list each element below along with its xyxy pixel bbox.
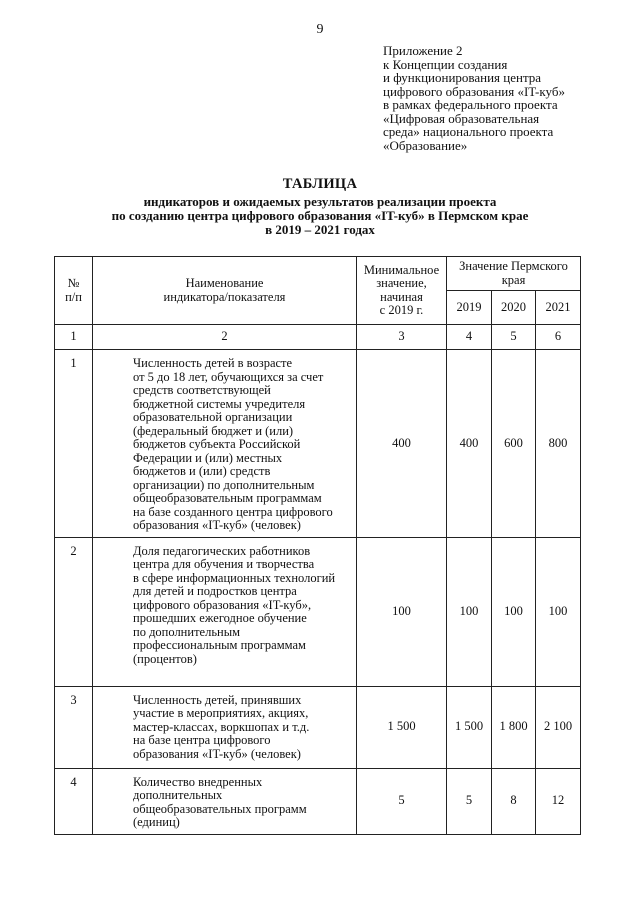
header-name-line: Наименование — [185, 276, 264, 290]
appendix-line: и функционирования центра — [383, 70, 542, 85]
indicator-name — [93, 350, 357, 538]
indicator-line: образования «IT-куб» (человек) — [133, 518, 301, 532]
value-2020: 100 — [492, 537, 536, 686]
appendix-block — [383, 44, 623, 152]
indicator-name — [93, 768, 357, 834]
appendix-line: цифрового образования «IT-куб» — [383, 83, 565, 99]
indicator-line: Численность детей, принявших — [133, 692, 302, 707]
indicator-line: по дополнительным — [133, 624, 241, 639]
min-value: 400 — [357, 350, 447, 538]
indicator-line: дополнительных — [133, 788, 223, 802]
indicator-line: бюджетов субъекта Российской — [133, 437, 301, 451]
value-2021: 100 — [536, 537, 581, 686]
subtitle-line: по созданию центра цифрового образования «IT-куб» в Пермском крае — [111, 208, 529, 223]
row-number: 4 — [55, 768, 93, 834]
indicator-line: цифрового образования «IT-куб», — [133, 597, 312, 612]
header-num-line: № — [67, 276, 80, 290]
header-min-line: Минимальное — [363, 262, 440, 277]
header-min-value — [357, 257, 447, 325]
indicator-line: образовательной организации — [133, 410, 293, 424]
indicator-line: Численность детей в возрасте — [133, 356, 293, 370]
row-number: 2 — [55, 537, 93, 686]
value-2019: 400 — [447, 350, 492, 538]
column-number: 2 — [93, 325, 357, 350]
indicator-line: средств соответствующей — [133, 383, 271, 397]
indicator-line: образования «IT-куб» (человек) — [133, 746, 301, 761]
indicator-line: для детей и подростков центра — [133, 584, 297, 598]
subtitle-line: в 2019 – 2021 годах — [265, 222, 375, 237]
indicator-name — [93, 686, 357, 768]
header-region-values: Значение Пермского края — [447, 257, 581, 291]
header-year-2020: 2020 — [492, 291, 536, 325]
row-number: 3 — [55, 686, 93, 768]
value-2019: 1 500 — [447, 686, 492, 768]
column-number: 6 — [536, 325, 581, 350]
min-value: 100 — [357, 537, 447, 686]
header-name — [93, 257, 357, 325]
indicator-name — [93, 537, 357, 686]
value-2020: 8 — [492, 768, 536, 834]
page-number: 9 — [316, 22, 324, 37]
header-num — [55, 257, 93, 325]
indicator-line: профессиональным программам — [133, 638, 306, 652]
value-2019: 100 — [447, 537, 492, 686]
indicator-line: (единиц) — [133, 815, 180, 829]
indicator-line: прошедших ежегодное обучение — [133, 611, 307, 625]
subtitle-line: индикаторов и ожидаемых результатов реализации проекта — [143, 194, 497, 209]
document-subtitle — [0, 195, 640, 237]
appendix-line: среда» национального проекта — [383, 124, 554, 139]
value-2021: 800 — [536, 350, 581, 538]
indicator-line: организации) по дополнительным — [133, 477, 315, 492]
indicator-line: бюджетной системы учредителя — [133, 396, 306, 411]
appendix-line: «Цифровая образовательная — [383, 110, 540, 126]
header-year-2021: 2021 — [536, 291, 581, 325]
value-2021: 12 — [536, 768, 581, 834]
indicator-line: мастер-классах, воркшопах и т.д. — [133, 719, 310, 734]
appendix-line: Приложение 2 — [383, 43, 463, 58]
appendix-line: к Концепции создания — [383, 56, 508, 72]
indicator-line: Доля педагогических работников — [133, 543, 311, 558]
indicator-line: участие в мероприятиях, акциях, — [133, 706, 309, 720]
appendix-line: «Образование» — [383, 137, 468, 153]
indicator-line: на базе созданного центра цифрового — [133, 504, 333, 519]
header-name-line: индикатора/показателя — [163, 289, 286, 304]
indicator-line: центра для обучения и творчества — [133, 557, 315, 571]
indicator-line: от 5 до 18 лет, обучающихся за счет — [133, 369, 324, 384]
value-2019: 5 — [447, 768, 492, 834]
header-min-line: начиная — [380, 289, 423, 304]
value-2020: 1 800 — [492, 686, 536, 768]
header-min-line: значение, — [376, 276, 427, 290]
document-title: ТАБЛИЦА — [282, 176, 358, 192]
header-min-line: с 2019 г. — [379, 303, 424, 317]
value-2020: 600 — [492, 350, 536, 538]
table-row — [55, 350, 581, 538]
min-value: 5 — [357, 768, 447, 834]
min-value: 1 500 — [357, 686, 447, 768]
indicator-line: бюджетов и (или) средств — [133, 464, 271, 478]
appendix-line: в рамках федерального проекта — [383, 97, 558, 112]
indicator-line: Федерации и (или) местных — [133, 450, 283, 465]
value-2021: 2 100 — [536, 686, 581, 768]
indicator-line: (процентов) — [133, 651, 197, 666]
indicator-line: в сфере информационных технологий — [133, 570, 336, 585]
indicator-line: (федеральный бюджет и (или) — [133, 423, 294, 438]
indicators-table — [54, 256, 581, 835]
indicator-line: общеобразовательным программам — [133, 491, 322, 505]
column-number: 3 — [357, 325, 447, 350]
table-row — [55, 537, 581, 686]
column-number: 4 — [447, 325, 492, 350]
row-number: 1 — [55, 350, 93, 538]
indicator-line: общеобразовательных программ — [133, 801, 307, 816]
indicator-line: на базе центра цифрового — [133, 733, 271, 747]
column-number: 1 — [55, 325, 93, 350]
table-row — [55, 686, 581, 768]
column-number: 5 — [492, 325, 536, 350]
indicator-line: Количество внедренных — [133, 774, 263, 789]
header-year-2019: 2019 — [447, 291, 492, 325]
header-num-line: п/п — [65, 289, 82, 304]
table-row — [55, 768, 581, 834]
